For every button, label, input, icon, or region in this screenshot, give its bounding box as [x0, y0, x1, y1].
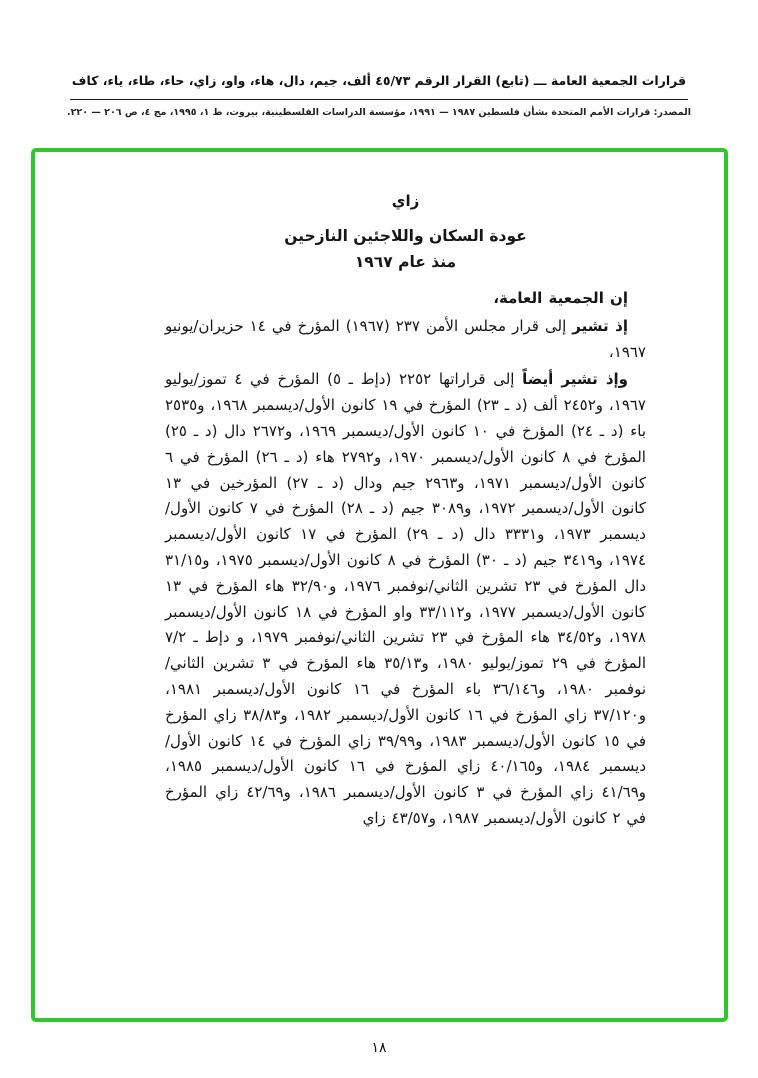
paragraph-lead: وإذ تشير أيضاً [522, 370, 629, 389]
paragraph [165, 286, 646, 312]
section-letter: زاي [391, 192, 420, 210]
header-divider [70, 99, 688, 100]
resolution-document [165, 190, 646, 832]
resolution-box [31, 148, 728, 1022]
paragraph-lead: إذ تشير [572, 316, 628, 335]
paragraph-text: إلى قراراتها ٢٢٥٢ (دإط ـ ٥) المؤرخ في ٤ تموز/يوليو ١٩٦٧، و٢٤٥٢ ألف (د ـ ٢٣) المؤرخ في ١٩ كانون الأول/ديسمبر ١٩٦٨، و٢٥٣٥ باء (د ـ ٢٤) المؤرخ في ١٠ كانون الأول/ديسمبر ١٩٦٩، و٢٦٧٢ دال (د ـ ٢٥) المؤرخ في ٨ كانون الأول/ديسمبر ١٩٧٠، و٢٧٩٢ هاء (د ـ ٢٦) المؤرخ في ٦ كانون الأول/ديسمبر ١٩٧١، و٢٩٦٣ جيم ودال (د ـ ٢٧) المؤرخين في ١٣ كانون الأول/ديسمبر ١٩٧٢، و٣٠٨٩ جيم (د ـ ٢٨) المؤرخ في ٧ كانون الأول/ديسمبر ١٩٧٣، و٣٣٣١ دال (د ـ ٢٩) المؤرخ في ١٧ كانون الأول/ديسمبر ١٩٧٤، و٣٤١٩ جيم (د ـ ٣٠) المؤرخ في ٨ كانون الأول/ديسمبر ١٩٧٥، و٣١/١٥ دال المؤرخ في ٢٣ تشرين الثاني/نوفمبر ١٩٧٦، و٣٢/٩٠ هاء المؤرخ في ١٣ كانون الأول/ديسمبر ١٩٧٧، و٣٣/١١٢ واو المؤرخ في ١٨ كانون الأول/ديسمبر ١٩٧٨، و٣٤/٥٢ هاء المؤرخ في ٢٣ تشرين الثاني/نوفمبر ١٩٧٩، و دإط ـ ٧/٢ المؤرخ في ٢٩ تموز/يوليو ١٩٨٠، و٣٥/١٣ هاء المؤرخ في ٣ تشرين الثاني/نوفمبر ١٩٨٠، و٣٦/١٤٦ باء المؤرخ في ١٦ كانون الأول/ديسمبر ١٩٨١، و٣٧/١٢٠ زاي المؤرخ في ١٦ كانون الأول/ديسمبر ١٩٨٢، و٣٨/٨٣ زاي المؤرخ في ١٥ كانون الأول/ديسمبر ١٩٨٣، و٣٩/٩٩ زاي المؤرخ في ١٤ كانون الأول/ديسمبر ١٩٨٤، و٤٠/١٦٥ زاي المؤرخ في ١٦ كانون الأول/ديسمبر ١٩٨٥، و٤١/٦٩ زاي المؤرخ في ٣ كانون الأول/ديسمبر ١٩٨٦، و٤٢/٦٩ زاي المؤرخ في ٢ كانون الأول/ديسمبر ١٩٨٧، و٤٣/٥٧ زاي [165, 370, 647, 827]
page-number: ١٨ [371, 1040, 387, 1056]
paragraph-lead: إن الجمعية العامة، [493, 289, 628, 307]
paragraph [165, 367, 646, 831]
resolution-title-line2: منذ عام ١٩٦٧ [354, 253, 457, 271]
paragraph-list [165, 286, 646, 832]
resolution-title-line1: عودة السكان واللاجئين النازحين [284, 227, 527, 245]
paragraph [165, 314, 646, 366]
paragraph-text: إلى قرار مجلس الأمن ٢٣٧ (١٩٦٧) المؤرخ في ١٤ حزيران/يونيو ١٩٦٧، [165, 316, 646, 361]
page-header-title: قرارات الجمعية العامة ـــ (تابع) القرار الرقم ٤٥/٧٣ ألف، جيم، دال، هاء، واو، زاي، حاء، طاء، ياء، كاف [71, 73, 687, 88]
source-note: المصدر: قرارات الأمم المتحدة بشأن فلسطين ١٩٨٧ — ١٩٩١، مؤسسة الدراسات الفلسطينية، بيروت، ط ١، ١٩٩٥، مج ٤، ص ٢٠٦ — ٢٢٠. [67, 107, 691, 118]
